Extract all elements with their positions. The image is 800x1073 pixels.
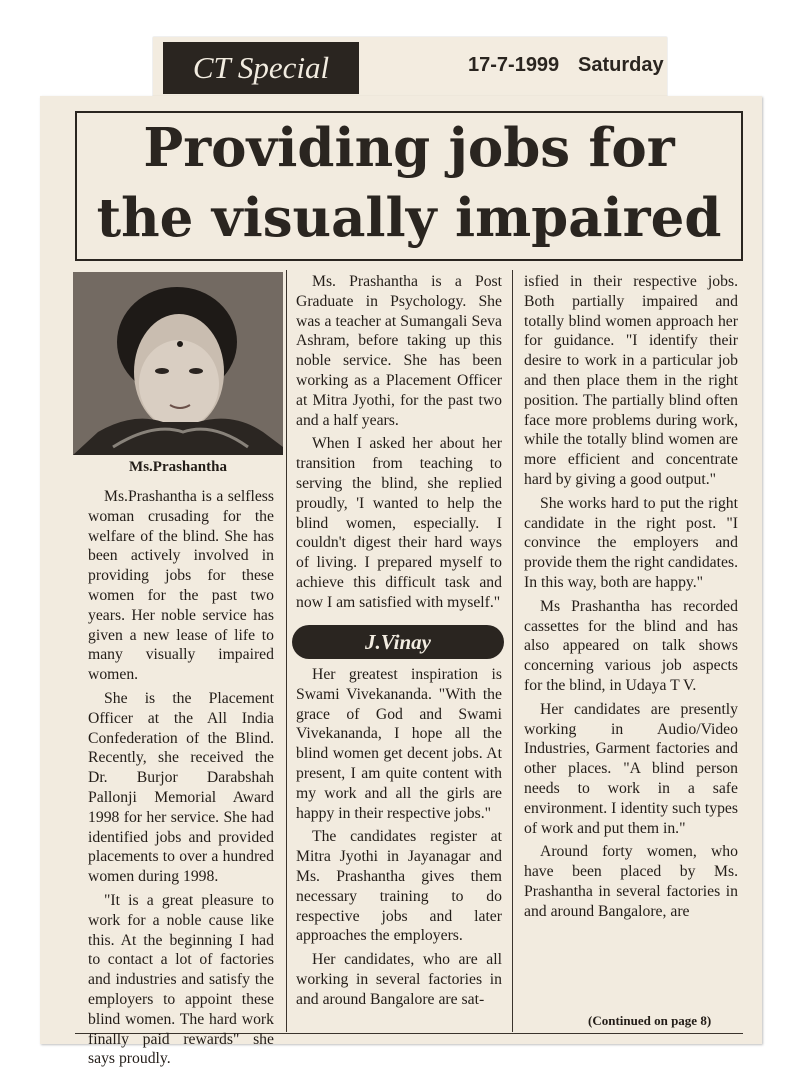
paragraph: Her greatest inspiration is Swami Vivekananda. "With the grace of God and Swami Vivekananda, I hope all the blind women get decent jobs. At present, I am quite content with my work and all the girls are happy in their respective jobs." [296,666,502,822]
headline-line-1: Providing jobs for [143,117,675,179]
issue-date: 17-7-1999 [468,54,560,76]
paragraph: isfied in their respective jobs. Both partially impaired and totally blind women approach her for guidance. "I identify their desire to work in a particular job and then place them in the right position. The partially blind often face more problems during work, while the totally blind women are more efficient and concentrate hard by giving a good output." [524,273,738,488]
column-rule-2 [512,270,513,1032]
section-badge: CT Special [163,42,359,94]
paragraph: "It is a great pleasure to work for a noble cause like this. At the beginning I had to contact a lot of factories and industries and satisfy the employers to appoint these blind women. The hard work finally paid rewards" she says proudly. [88,891,274,1068]
issue-day: Saturday [578,54,664,76]
paragraph: Ms.Prashantha is a selfless woman crusading for the welfare of the blind. She has been actively involved in providing jobs for these women for the past two years. Her noble service has given a new lease of life to many visually impaired women. [88,488,274,684]
paragraph: She works hard to put the right candidate in the right post. "I convince the employers and provide them the right candidates. In this way, both are happy." [524,494,738,591]
article-column-1 [88,487,274,1073]
portrait-photo [73,272,283,455]
byline-badge: J.Vinay [292,625,504,659]
paragraph: The candidates register at Mitra Jyothi in Jayanagar and Ms. Prashantha gives them necessary training to do respective jobs and later approaches the employers. [296,828,502,945]
paragraph: Around forty women, who have been placed by Ms. Prashantha in several factories in and around Bangalore, are [524,843,738,920]
photo-caption: Ms.Prashantha [129,459,227,475]
paragraph: Ms Prashantha has recorded cassettes for the blind and has also appeared on talk shows concerning various job aspects for the blind, in Udaya T V. [524,597,738,694]
article-column-2-top [296,272,502,617]
paragraph: Her candidates, who are all working in several factories in and around Bangalore are sat- [296,951,502,1008]
paragraph: Ms. Prashantha is a Post Graduate in Psychology. She was a teacher at Sumangali Seva Ashram, before taking up this noble service. She has been working as a Placement Officer at Mitra Jyothi, for the past two and a half years. [296,273,502,429]
continued-note: (Continued on page 8) [588,1013,712,1028]
column-rule-1 [286,270,287,1032]
paragraph: When I asked her about her transition from teaching to serving the blind, she replied proudly, 'I wanted to help the blind women, especially. I couldn't digest their hard ways of living. I prepared myself to achieve this difficult task and now I am satisfied with myself." [296,435,502,611]
paragraph: Her candidates are presently working in Audio/Video Industries, Garment factories and other places. "A blind person needs to work in a safe environment. I identity such types of work and put them in." [524,700,738,837]
headline-line-2: the visually impaired [96,187,722,249]
article-column-3 [524,272,738,926]
portrait-image [73,272,283,455]
article-column-2-bottom [296,665,502,1014]
paragraph: She is the Placement Officer at the All India Confederation of the Blind. Recently, she received the Dr. Burjor Darabshah Pallonji Memorial Award 1998 for her service. She had identified jobs and provided placements to over a hundred women during 1998. [88,689,274,886]
